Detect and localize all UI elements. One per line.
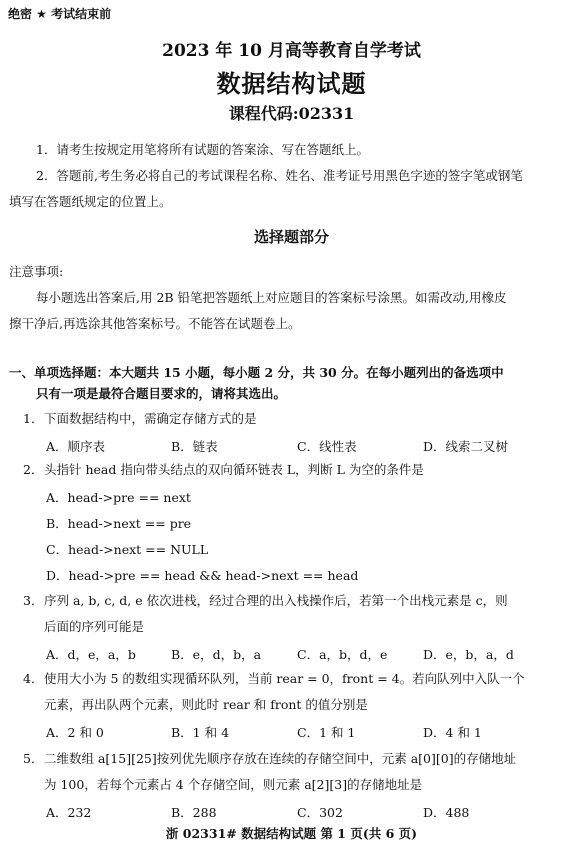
- option-a: A．head->pre == next: [46, 490, 191, 505]
- question-stem: 下面数据结构中，需确定存储方式的是: [44, 411, 257, 426]
- option-b: B．288: [171, 805, 217, 820]
- option-b: B．链表: [171, 439, 218, 454]
- option-c: C．302: [297, 805, 343, 820]
- question-stem: 序列 a, b, c, d, e 依次进栈，经过合理的出入栈操作后，若第一个出栈元素是 c，则: [44, 593, 508, 608]
- option-c: C．线性表: [297, 439, 357, 454]
- option-d: D．head->pre == head && head->next == head: [46, 568, 359, 583]
- exam-title: 2023 年 10 月高等教育自学考试: [162, 41, 421, 61]
- question-number: 5．: [23, 751, 44, 766]
- question-stem-cont: 为 100，若每个元素占 4 个存储空间，则元素 a[2][3]的存储地址是: [44, 777, 423, 792]
- notice-label: 注意事项:: [9, 264, 64, 279]
- page-footer: 浙 02331# 数据结构试题 第 1 页(共 6 页): [165, 826, 418, 841]
- option-c: C．head->next == NULL: [46, 542, 209, 557]
- question-stem-cont: 后面的序列可能是: [44, 619, 145, 634]
- notice-line-1: 每小题选出答案后,用 2B 铅笔把答题纸上对应题目的答案标号涂黑。如需改动,用橡皮: [36, 290, 507, 305]
- option-d: D．4 和 1: [423, 725, 482, 740]
- course-code: 课程代码:02331: [228, 104, 355, 123]
- question-number: 2．: [23, 462, 44, 477]
- option-a: A．d，e，a，b: [46, 647, 136, 662]
- question-number: 3．: [23, 593, 44, 608]
- question-number: 4．: [23, 671, 44, 686]
- instruction-2-cont: 填写在答题纸规定的位置上。: [9, 194, 172, 209]
- notice-line-2: 擦干净后,再选涂其他答案标号。不能答在试题卷上。: [9, 316, 301, 331]
- option-c: C．1 和 1: [297, 725, 356, 740]
- question-stem: 头指针 head 指向带头结点的双向循环链表 L，判断 L 为空的条件是: [44, 462, 424, 477]
- instruction-2: 2．答题前,考生务必将自己的考试课程名称、姓名、准考证号用黑色字迹的签字笔或钢笔: [36, 168, 523, 183]
- section-title: 选择题部分: [253, 228, 329, 246]
- option-c: C．a，b，d，e: [297, 647, 388, 662]
- option-a: A．232: [46, 805, 92, 820]
- part1-heading: 一、单项选择题：本大题共 15 小题，每小题 2 分，共 30 分。在每小题列出的备选项中: [9, 365, 504, 380]
- option-b: B．e，d，b，a: [171, 647, 262, 662]
- option-b: B．head->next == pre: [46, 516, 192, 531]
- option-d: D．e，b，a，d: [423, 647, 514, 662]
- option-d: D．488: [423, 805, 470, 820]
- question-stem: 二维数组 a[15][25]按列优先顺序存放在连续的存储空间中，元素 a[0][0]的存储地址: [44, 751, 517, 766]
- question-number: 1．: [23, 411, 44, 426]
- option-b: B．1 和 4: [171, 725, 230, 740]
- instruction-1: 1．请考生按规定用笔将所有试题的答案涂、写在答题纸上。: [36, 142, 369, 157]
- confidential-mark: 绝密 ★ 考试结束前: [8, 7, 112, 21]
- option-d: D．线索二叉树: [423, 439, 509, 454]
- part1-heading-cont: 只有一项是最符合题目要求的，请将其选出。: [36, 386, 287, 401]
- option-a: A．顺序表: [46, 439, 106, 454]
- question-stem: 使用大小为 5 的数组实现循环队列，当前 rear = 0，front = 4。若向队列中入队一个: [44, 671, 525, 686]
- subject-title: 数据结构试题: [216, 69, 367, 98]
- option-a: A．2 和 0: [46, 725, 104, 740]
- question-stem-cont: 元素，再出队两个元素，则此时 rear 和 front 的值分别是: [44, 697, 368, 712]
